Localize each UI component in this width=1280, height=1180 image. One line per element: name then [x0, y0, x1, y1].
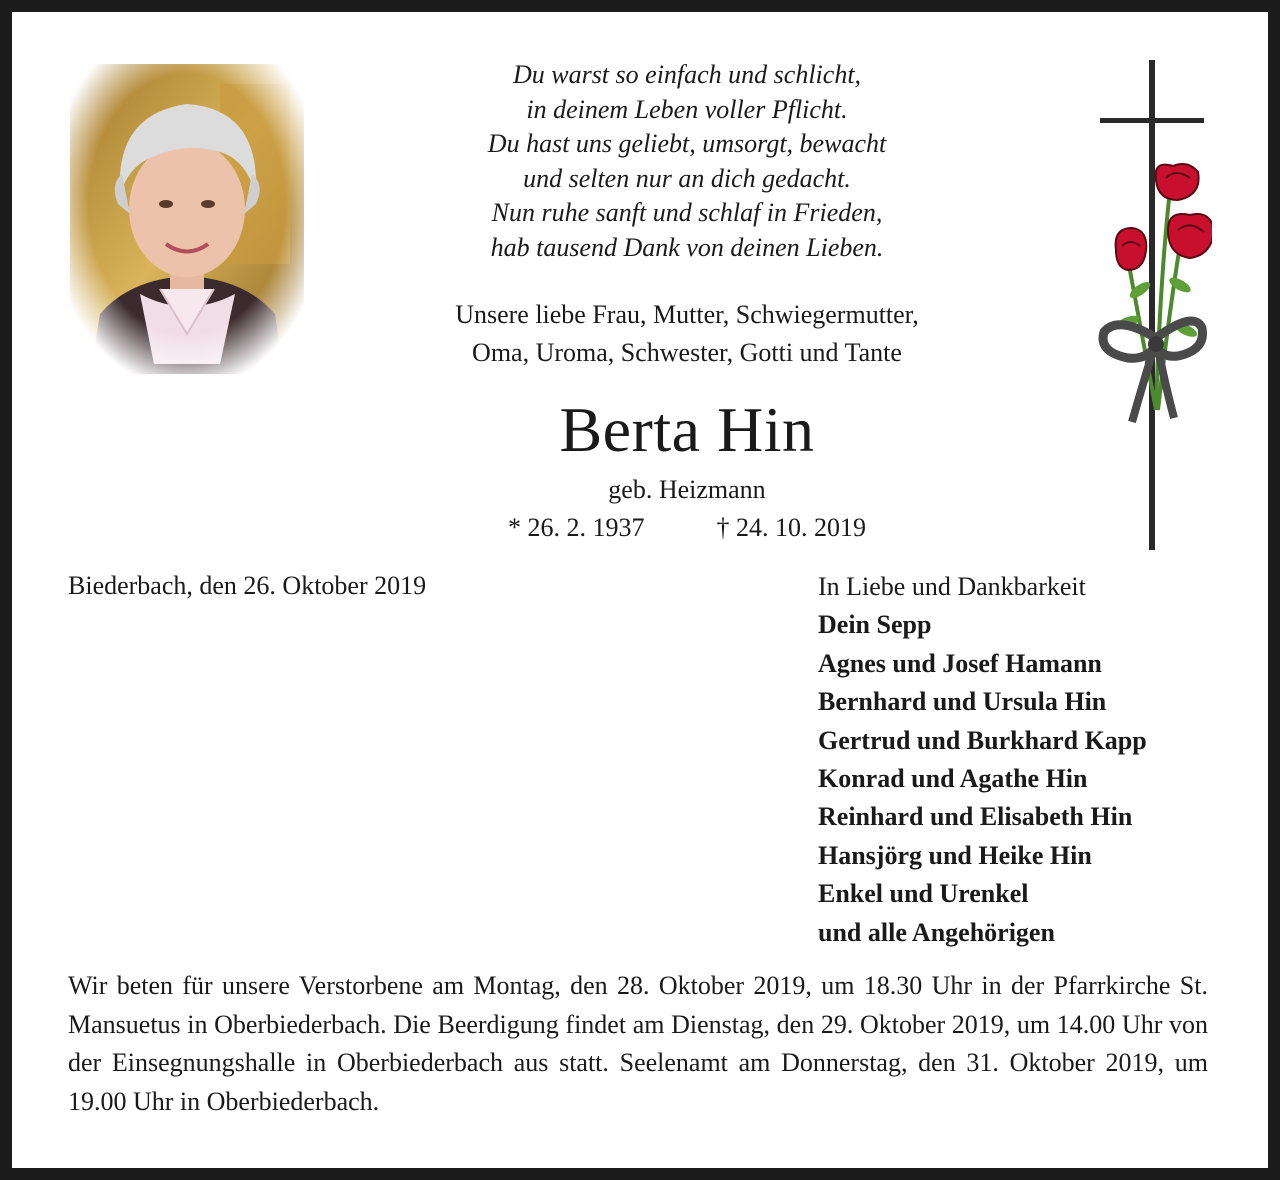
- place-and-date: Biederbach, den 26. Oktober 2019: [68, 571, 427, 600]
- death-date: † 24. 10. 2019: [716, 513, 866, 542]
- poem-line: Nun ruhe sanft und schlaf in Frieden,: [491, 198, 883, 228]
- relation-line: Unsere liebe Frau, Mutter, Schwiegermutter,: [455, 300, 919, 329]
- portrait-image: [70, 64, 304, 374]
- poem-line: hab tausend Dank von deinen Lieben.: [490, 232, 884, 262]
- service-notice: Wir beten für unsere Verstorbene am Montag, den 28. Oktober 2019, um 18.30 Uhr in der Pfarrkirche St. Mansuetus in Oberbiederbach. Die Beerdigung findet am Dienstag, den 29. Oktober 2019, um 14.00 Uhr von der Einsegnungshalle in Oberbiederbach aus statt. Seelenamt am Donnerstag, den 31. Oktober 2019, um 19.00 Uhr in Oberbiederbach.: [68, 971, 1208, 1116]
- rose-icon: [1168, 214, 1212, 258]
- rose-icon: [1116, 228, 1147, 270]
- cross-with-roses-icon: [1098, 60, 1212, 552]
- cross-vertical-bar: [1149, 60, 1155, 550]
- life-dates: [332, 510, 1042, 546]
- cross-horizontal-bar: [1100, 118, 1204, 123]
- poem-line: in deinem Leben voller Pflicht.: [526, 94, 848, 124]
- family-list: [818, 568, 1248, 952]
- family-member: Gertrud und Burkhard Kapp: [818, 725, 1147, 755]
- obituary-card: [12, 12, 1268, 1168]
- relation-text: [332, 296, 1042, 372]
- rose-icon: [1156, 164, 1199, 200]
- poem-line: Du warst so einfach und schlicht,: [512, 60, 862, 89]
- relation-line: Oma, Uroma, Schwester, Gotti und Tante: [472, 338, 902, 367]
- family-member: Hansjörg und Heike Hin: [818, 840, 1092, 870]
- deceased-name: Berta Hin: [559, 394, 815, 465]
- poem-line: und selten nur an dich gedacht.: [523, 163, 851, 193]
- family-member: Dein Sepp: [818, 610, 932, 640]
- family-member: Enkel und Urenkel: [818, 879, 1029, 909]
- portrait-photo: [70, 64, 304, 374]
- poem-line: Du hast uns geliebt, umsorgt, bewacht: [487, 129, 887, 159]
- family-intro: In Liebe und Dankbarkeit: [818, 572, 1086, 601]
- poem: [332, 58, 1042, 266]
- maiden-name: geb. Heizmann: [608, 475, 766, 504]
- family-member: und alle Angehörigen: [818, 917, 1055, 947]
- family-member: Konrad und Agathe Hin: [818, 764, 1088, 794]
- birth-date: * 26. 2. 1937: [508, 513, 645, 542]
- family-member: Agnes und Josef Hamann: [818, 648, 1102, 678]
- family-member: Bernhard und Ursula Hin: [818, 687, 1107, 717]
- family-member: Reinhard und Elisabeth Hin: [818, 802, 1133, 832]
